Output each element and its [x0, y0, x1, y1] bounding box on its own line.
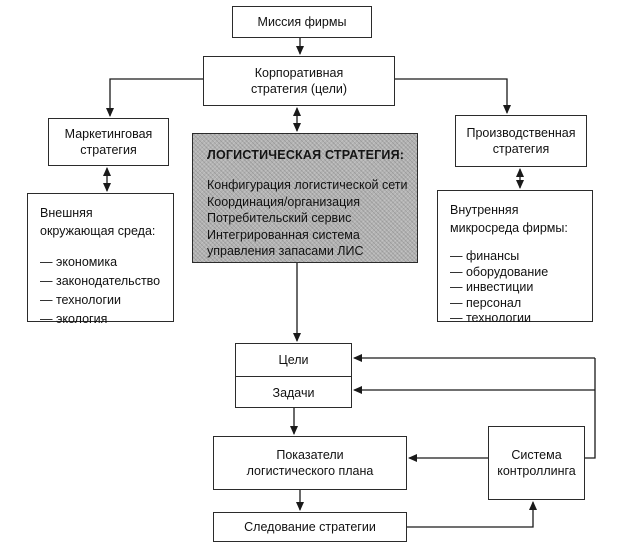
internal-item: — технологии [450, 311, 531, 325]
node-mission [232, 6, 372, 38]
logistics-item: Координация/организация [207, 194, 360, 209]
internal-item: — оборудование [450, 264, 549, 279]
internal-title [450, 201, 586, 237]
internal-items [450, 249, 586, 327]
follow-label: Следование стратегии [244, 520, 376, 534]
external-item: — законодательство [40, 274, 161, 288]
tasks-label: Задачи [272, 385, 315, 400]
external-title-line2: окружающая среда: [40, 224, 156, 238]
connector-follow-to-controlling [407, 502, 533, 527]
internal-item: — персонал [450, 295, 522, 310]
node-strategy-following [213, 512, 407, 542]
goals-label: Цели [278, 353, 309, 367]
external-title [40, 204, 167, 240]
controlling-line2: контроллинга [497, 464, 576, 478]
node-corporate-line2: стратегия (цели) [250, 82, 348, 96]
controlling-line1: Система [511, 448, 562, 462]
connector-corporate-to-production [395, 79, 507, 113]
logistics-item: Потребительский сервис [207, 211, 352, 225]
indicators-line2: логистического плана [246, 464, 374, 478]
external-items [40, 253, 167, 329]
tasks-cell [236, 376, 351, 408]
node-goals-tasks [235, 343, 352, 408]
node-internal-microenvironment [437, 190, 593, 325]
goals-cell [236, 344, 351, 376]
node-external-environment [27, 193, 174, 326]
node-logistics-strategy [192, 133, 418, 263]
connector-corporate-to-marketing [110, 79, 203, 116]
internal-item: — финансы [450, 249, 520, 263]
node-controlling-system [488, 426, 585, 500]
internal-item: — инвестиции [450, 280, 534, 294]
external-item: — экология [40, 312, 108, 326]
external-title-line1: Внешняя [40, 206, 93, 220]
node-marketing-line2: стратегия [80, 143, 137, 157]
indicators-line1: Показатели [276, 448, 344, 462]
logistics-item: Конфигурация логистической сети [207, 178, 408, 192]
node-production-strategy [455, 115, 587, 167]
node-corporate-line1: Корпоративная [254, 66, 344, 80]
external-item: — технологии [40, 293, 121, 307]
node-marketing-strategy [48, 118, 169, 166]
logistics-item: Интегрированная система [207, 227, 360, 242]
node-logistics-plan-indicators [213, 436, 407, 490]
node-mission-label: Миссия фирмы [257, 15, 347, 29]
logistics-title: ЛОГИСТИЧЕСКАЯ СТРАТЕГИЯ: [207, 148, 405, 162]
node-corporate-strategy [203, 56, 395, 106]
logistics-items [207, 177, 409, 260]
node-production-line2: стратегия [492, 142, 550, 156]
connector-controlling-feedback-riser [585, 358, 595, 458]
internal-title-line1: Внутренняя [450, 203, 519, 217]
internal-title-line2: микросреда фирмы: [450, 221, 568, 235]
logistics-item: управления запасами ЛИС [207, 244, 364, 258]
external-item: — экономика [40, 255, 118, 269]
node-production-line1: Производственная [466, 126, 576, 140]
node-marketing-line1: Маркетинговая [64, 127, 153, 141]
